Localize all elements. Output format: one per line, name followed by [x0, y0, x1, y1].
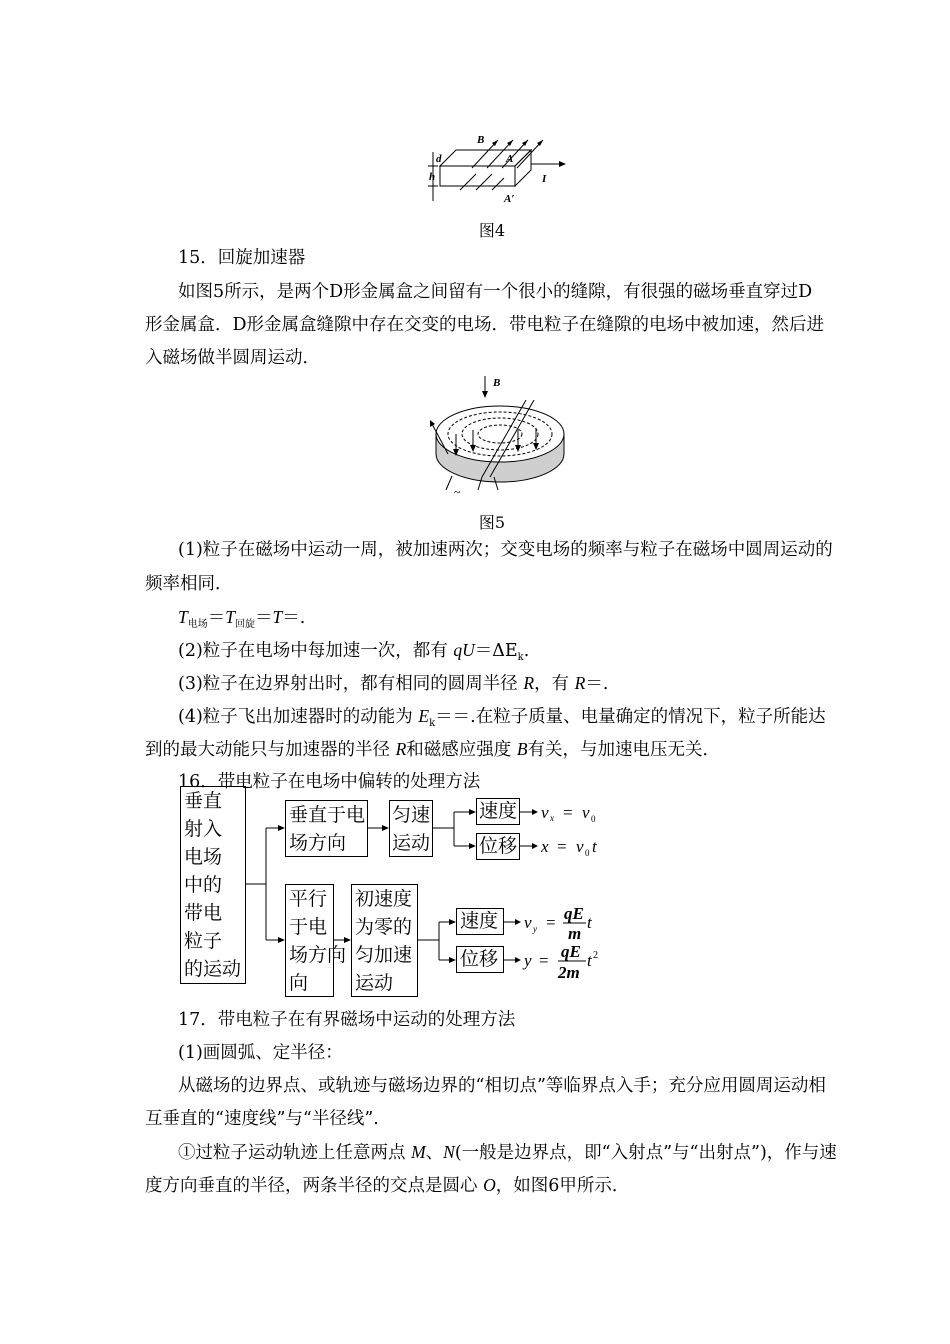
flow-perpendicular-line-1: 垂直于电: [289, 804, 366, 826]
svg-text:t: t: [587, 951, 592, 970]
flow-parallel-line-4: 向: [289, 972, 309, 994]
flow-parallel-line-1: 平行: [289, 888, 328, 910]
section-17-para-2b: [145, 1175, 629, 1196]
p2a-pre: ①过粒子运动轨迹上任意两点: [178, 1143, 412, 1163]
svg-text:x: x: [550, 813, 554, 823]
formula-sub-electric: 电场: [187, 619, 208, 630]
svg-text:=: =: [557, 837, 567, 856]
item-1-line-2: 频率相同．: [145, 574, 233, 594]
fig4-label-B: B: [477, 134, 485, 146]
item-2-mid: ＝ΔE: [474, 641, 518, 661]
fig5-label-B: B: [493, 377, 501, 389]
flow-perpendicular-line-2: 场方向: [289, 832, 347, 854]
item-3-pre: (3)粒子在边界射出时，都有相同的圆周半径: [178, 674, 524, 694]
flow-parallel-line-2: 于电: [289, 916, 328, 938]
fig4-label-d: d: [436, 153, 442, 165]
flow-disp-label-1: 位移: [479, 835, 518, 857]
formula-sub-cyclotron: 回旋: [234, 619, 255, 630]
formula-eq-1: ＝: [207, 608, 226, 628]
svg-text:2: 2: [593, 950, 598, 961]
svg-text:qE: qE: [564, 904, 584, 923]
fig4-label-A: A: [506, 153, 514, 165]
flow-parallel-line-3: 场方向: [289, 944, 347, 966]
item-2-qU: qU: [453, 640, 475, 660]
svg-text:=: =: [563, 803, 573, 822]
item-3-mid: ，有: [534, 674, 575, 694]
formula-eq-2: ＝: [254, 608, 273, 628]
item-1-line-1: (1)粒子在磁场中运动一周，被加速两次；交变电场的频率与粒子在磁场中圆周运动的: [178, 540, 833, 560]
p2b-end: ，如图6甲所示．: [495, 1176, 630, 1196]
figure-5-caption: 图5: [478, 513, 506, 532]
p2a-M: M: [411, 1142, 426, 1162]
svg-text:v: v: [541, 803, 549, 822]
flow-root-line-1: 垂直: [184, 790, 223, 812]
svg-text:=: =: [539, 951, 549, 970]
flow-uniform-line-1: 匀速: [392, 804, 431, 826]
flow-disp-label-2: 位移: [460, 948, 499, 970]
section-15-para-2: 形金属盒．D形金属盒缝隙中存在交变的电场．带电粒子在缝隙的电场中被加速，然后进: [145, 315, 825, 335]
flow-accel-line-3: 匀加速: [355, 944, 413, 966]
flow-root-line-2: 射入: [184, 818, 223, 840]
section-15-para-1: 如图5所示，是两个D形金属盒之间留有一个很小的缝隙，有很强的磁场垂直穿过D: [178, 282, 813, 302]
section-15-para-3: 入磁场做半圆周运动．: [145, 348, 320, 368]
svg-text:2m: 2m: [558, 963, 580, 982]
p2a-end: (一般是边界点，即“入射点”与“出射点”)，作与速: [454, 1143, 837, 1163]
item-2-pre: (2)粒子在电场中每加速一次，都有: [178, 641, 454, 661]
flow-accel-line-4: 运动: [355, 972, 394, 994]
svg-text:t: t: [592, 837, 597, 856]
svg-text:=: =: [546, 913, 556, 932]
item-4b-mid: 和磁感应强度: [406, 740, 517, 760]
item-4b-B: B: [516, 739, 528, 759]
item-4-E: E: [418, 706, 430, 726]
formula-T3: T: [272, 607, 283, 627]
flow-root-line-6: 粒子: [184, 930, 223, 952]
svg-text:0: 0: [591, 814, 596, 824]
svg-text:v: v: [524, 913, 532, 932]
svg-text:v: v: [582, 803, 590, 822]
svg-text:0: 0: [585, 848, 590, 858]
item-2-end: .: [523, 641, 530, 661]
p2a-comma: 、: [425, 1143, 444, 1163]
section-17-heading: 17．带电粒子在有界磁场中运动的处理方法: [178, 1010, 516, 1030]
flow-speed-label-2: 速度: [460, 910, 499, 932]
item-4-pre: (4)粒子飞出加速器时的动能为: [178, 707, 419, 727]
item-3-R: R: [523, 673, 535, 693]
item-4-sub: k: [429, 718, 436, 729]
p2b-pre: 度方向垂直的半径，两条半径的交点是圆心: [145, 1176, 484, 1196]
formula-end: ＝.: [282, 608, 306, 628]
item-4b-pre: 到的最大动能只与加速器的半径: [145, 740, 396, 760]
svg-text:qE: qE: [561, 942, 581, 961]
flow-root-line-7: 的运动: [184, 958, 242, 980]
item-4b-end: 有关，与加速电压无关．: [527, 740, 721, 760]
svg-text:t: t: [587, 913, 592, 932]
figure-4-caption: 图4: [478, 221, 506, 240]
item-4b-R: R: [395, 739, 407, 759]
fig5-label-tilde: ~: [454, 485, 461, 499]
section-17-para-1a: 从磁场的边界点、或轨迹与磁场边界的“相切点”等临界点入手；充分应用圆周运动相: [178, 1076, 826, 1096]
p2a-N: N: [443, 1142, 455, 1162]
flow-accel-line-2: 为零的: [355, 916, 413, 938]
flow-root-line-4: 中的: [184, 874, 223, 896]
svg-text:y: y: [533, 924, 537, 934]
fig4-label-A-prime: A′: [504, 193, 515, 205]
formula-T1: T: [178, 607, 188, 627]
section-15-heading: 15．回旋加速器: [178, 248, 306, 268]
flow-speed-label-1: 速度: [479, 800, 518, 822]
svg-text:y: y: [524, 951, 532, 970]
svg-text:v: v: [576, 837, 584, 856]
fig4-label-I: I: [542, 173, 547, 185]
item-3-end: ＝.: [585, 674, 609, 694]
p2b-O: O: [483, 1175, 496, 1195]
flow-root-line-3: 电场: [184, 846, 223, 868]
section-17-sub-1: (1)画圆弧、定半径：: [178, 1043, 343, 1063]
flow-uniform-line-2: 运动: [392, 832, 431, 854]
section-17-para-1b: 互垂直的“速度线”与“半径线”.: [145, 1109, 379, 1129]
item-2-sub: k: [517, 652, 524, 663]
fig4-label-h: h: [429, 171, 436, 183]
svg-text:x: x: [541, 837, 549, 856]
section-17-para-2a: [178, 1142, 837, 1163]
item-3-R2: R: [574, 673, 586, 693]
formula-T2: T: [225, 607, 235, 627]
item-4-end: ＝＝.在粒子质量、电量确定的情况下，粒子所能达: [435, 707, 826, 727]
flow-accel-line-1: 初速度: [355, 888, 413, 910]
flow-root-line-5: 带电: [184, 902, 223, 924]
section-16-heading: 16．带电粒子在电场中偏转的处理方法: [178, 772, 481, 792]
svg-text:m: m: [568, 924, 582, 943]
